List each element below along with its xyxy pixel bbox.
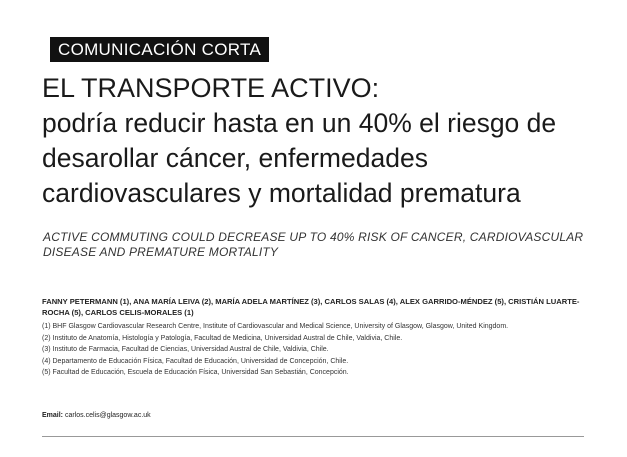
affiliation-item: (2) Instituto de Anatomía, Histología y Patología, Facultad de Medicina, Universidad Austral de Chile, Valdivia, Chile. xyxy=(42,334,403,342)
affiliation-item: (4) Departamento de Educación Física, Facultad de Educación, Universidad de Concepción, Chile. xyxy=(42,357,349,365)
english-title: ACTIVE COMMUTING COULD DECREASE UP TO 40% RISK OF CANCER, CARDIOVASCULAR DISEASE AND PREMATURE MORTALITY xyxy=(43,230,584,259)
affiliation-item: (5) Facultad de Educación, Escuela de Educación Física, Universidad San Sebastián, Concepción. xyxy=(42,369,349,376)
article-title-main: EL TRANSPORTE ACTIVO: xyxy=(42,73,380,103)
article-title xyxy=(42,70,612,211)
article-title-sub: podría reducir hasta en un 40% el riesgo de desarollar cáncer, enfermedades cardiovasculares y mortalidad prematura xyxy=(42,108,557,208)
email-label: Email: xyxy=(42,412,64,419)
contact-email xyxy=(42,411,151,421)
affiliation-item: (1) BHF Glasgow Cardiovascular Research Centre, Institute of Cardiovascular and Medical Science, University of Glasgow, Glasgow, United Kingdom. xyxy=(42,323,509,330)
email-address[interactable]: carlos.celis@glasgow.ac.uk xyxy=(64,412,151,419)
affiliation-list xyxy=(42,321,602,379)
author-list: FANNY PETERMANN (1), ANA MARÍA LEIVA (2), MARÍA ADELA MARTÍNEZ (3), CARLOS SALAS (4), ALEX GARRIDO-MÉNDEZ (5), CRISTIÁN LUARTE-ROCHA (5), CARLOS CELIS-MORALES (1) xyxy=(42,297,580,317)
section-tag: COMUNICACIÓN CORTA xyxy=(50,37,269,62)
affiliation-item: (3) Instituto de Farmacia, Facultad de Ciencias, Universidad Austral de Chile, Valdivia, Chile. xyxy=(42,346,329,353)
divider xyxy=(42,436,584,437)
